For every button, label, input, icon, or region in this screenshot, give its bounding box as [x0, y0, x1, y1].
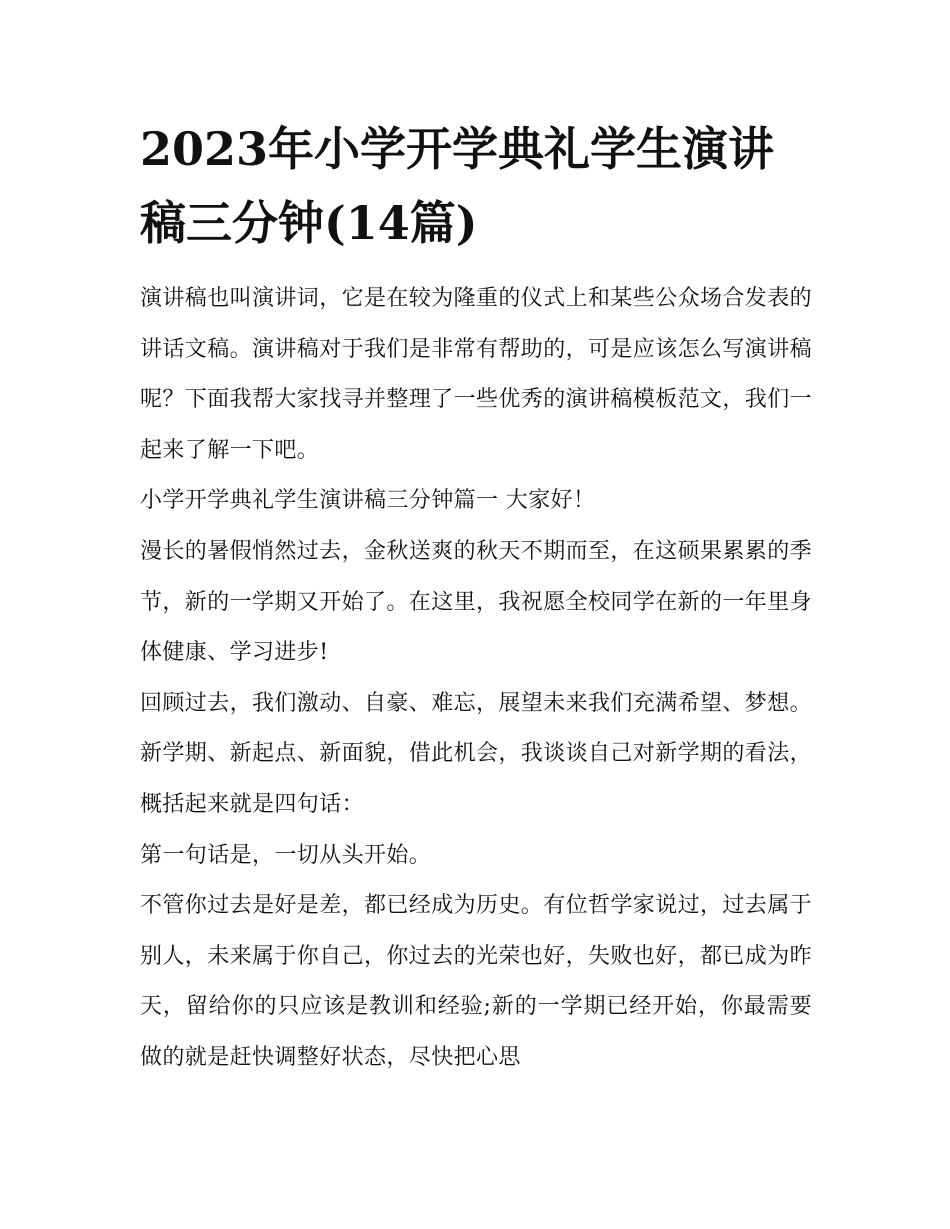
paragraph-summer: 漫长的暑假悄然过去，金秋送爽的秋天不期而至，在这硕果累累的季节，新的一学期又开始了。在这里，我祝愿全校同学在新的一年里身体健康、学习进步!	[140, 538, 813, 666]
paragraph-review: 回顾过去，我们激动、自豪、难忘，展望未来我们充满希望、梦想。新学期、新起点、新面貌，借此机会，我谈谈自己对新学期的看法，概括起来就是四句话：	[140, 690, 813, 817]
document-body	[140, 112, 812, 1084]
paragraph-intro: 演讲稿也叫演讲词，它是在较为隆重的仪式上和某些公众场合发表的讲话文稿。演讲稿对于我们是非常有帮助的，可是应该怎么写演讲稿呢？下面我帮大家找寻并整理了一些优秀的演讲稿模板范文，我们一起来了解一下吧。	[140, 286, 813, 463]
paragraph-section-heading: 小学开学典礼学生演讲稿三分钟篇一 大家好！	[140, 488, 596, 514]
paragraph-first-sentence: 第一句话是，一切从头开始。	[140, 842, 432, 868]
paragraph-past: 不管你过去是好是差，都已经成为历史。有位哲学家说过，过去属于别人，未来属于你自己，你过去的光荣也好，失败也好，都已成为昨天，留给你的只应该是教训和经验;新的一学期已经开始，你最需要做的就是赶快调整好状态，尽快把心思	[140, 893, 813, 1070]
document-title: 2023年小学开学典礼学生演讲稿三分钟(14篇)	[140, 122, 775, 250]
